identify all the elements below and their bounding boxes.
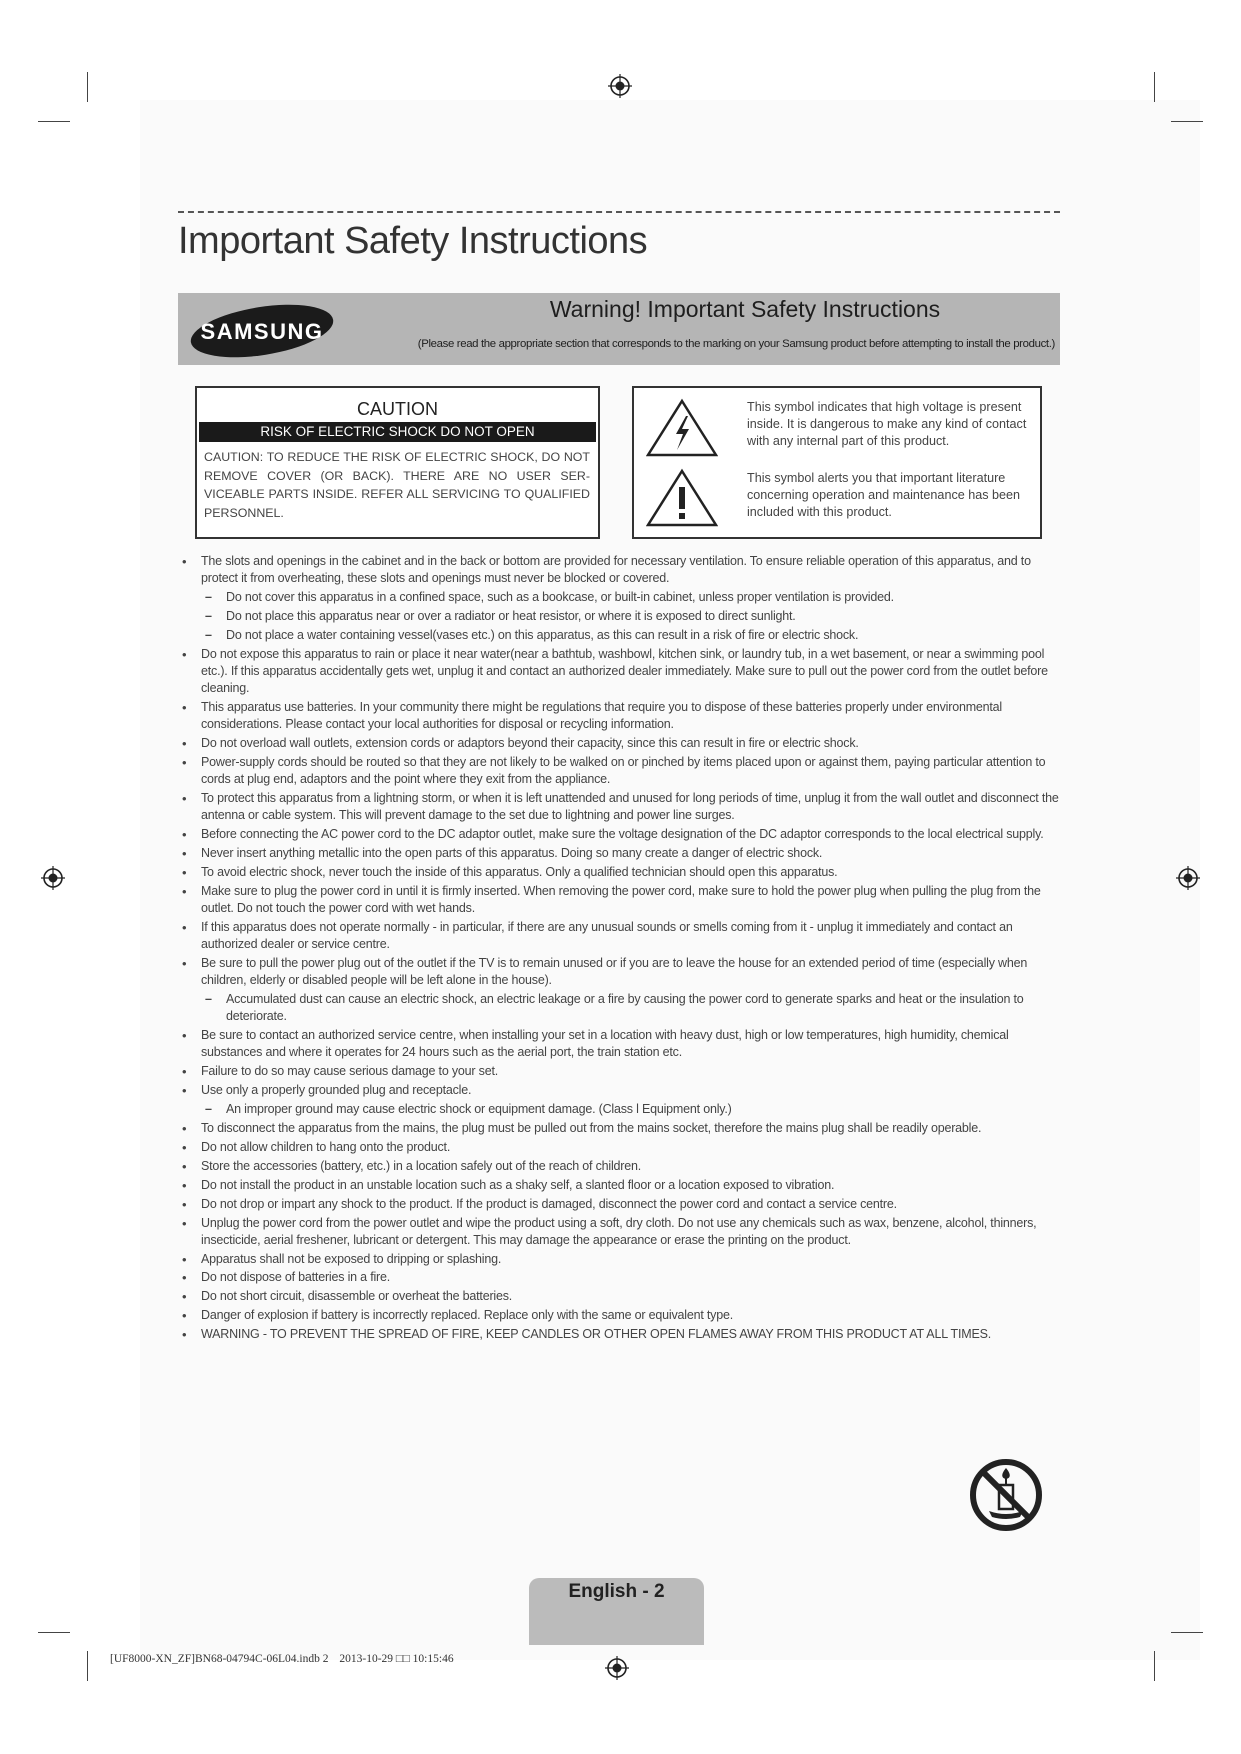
instruction-sub-item: – Do not cover this apparatus in a confined space, such as a bookcase, or built-in cabinet, unless proper ventilation is provided.	[178, 589, 1063, 606]
alert-symbol-text: This symbol alerts you that important literature concerning operation and maintenance has been included with this product.	[747, 471, 1021, 519]
symbol-explanation-box	[632, 386, 1042, 539]
caution-box	[195, 386, 600, 539]
crop-mark	[38, 1632, 70, 1633]
instruction-item: • Unplug the power cord from the power outlet and wipe the product using a soft, dry cloth. Do not use any chemicals such as wax, benzene, alcohol, thinners, insecticide, aerial freshener, lubricant or detergent. This may damage the appearance or erase the printing on the product.	[178, 1215, 1063, 1249]
caution-text: CAUTION: TO REDUCE THE RISK OF ELECTRIC SHOCK, DO NOT REMOVE COVER (OR BACK). THERE ARE NO USER SER-VICEABLE PARTS INSIDE. REFER ALL SERVICING TO QUALIFIED PERSONNEL.	[204, 450, 590, 520]
page-title: Important Safety Instructions	[178, 220, 648, 262]
instruction-item: • Failure to do so may cause serious damage to your set.	[178, 1063, 1063, 1080]
instruction-item: • Do not drop or impart any shock to the product. If the product is damaged, disconnect the power cord and contact a service centre.	[178, 1196, 1063, 1213]
high-voltage-warning-icon	[646, 398, 718, 458]
registration-mark-icon	[41, 866, 65, 890]
crop-mark	[87, 1651, 88, 1681]
instruction-item: • Do not short circuit, disassemble or overheat the batteries.	[178, 1288, 1063, 1305]
no-open-flame-icon	[968, 1457, 1044, 1533]
instruction-sub-item: – Accumulated dust can cause an electric shock, an electric leakage or a fire by causing the power cord to generate sparks and heat or the insulation to deteriorate.	[178, 991, 1063, 1025]
instruction-item: • Do not expose this apparatus to rain or place it near water(near a bathtub, washbowl, kitchen sink, or laundry tub, in a wet basement, or near a swimming pool etc.). If this apparatus accidentally gets wet, unplug it and contact an authorized dealer immediately. Make sure to pull out the power cord from the outlet before cleaning.	[178, 646, 1063, 698]
footer-file-info	[110, 1653, 454, 1665]
crop-mark	[1171, 1632, 1203, 1633]
crop-mark	[1154, 1651, 1155, 1681]
instruction-item: • Do not dispose of batteries in a fire.	[178, 1269, 1063, 1286]
instruction-item: • Apparatus shall not be exposed to dripping or splashing.	[178, 1251, 1063, 1268]
voltage-symbol-text: This symbol indicates that high voltage is present inside. It is dangerous to make any kind of contact with any internal part of this product.	[747, 400, 1027, 448]
instruction-item: • Do not allow children to hang onto the product.	[178, 1139, 1063, 1156]
instruction-item: • Be sure to contact an authorized service centre, when installing your set in a location with heavy dust, high or low temperatures, high humidity, chemical substances and where it operates for 24 hours such as the aerial port, the train station etc.	[178, 1027, 1063, 1061]
instruction-item: • Before connecting the AC power cord to the DC adaptor outlet, make sure the voltage designation of the DC adaptor corresponds to the local electrical supply.	[178, 826, 1063, 843]
instruction-item: • Never insert anything metallic into the open parts of this apparatus. Doing so many create a danger of electric shock.	[178, 845, 1063, 862]
instruction-item: • Danger of explosion if battery is incorrectly replaced. Replace only with the same or equivalent type.	[178, 1307, 1063, 1324]
instruction-list	[178, 553, 1063, 1345]
instruction-item: • To disconnect the apparatus from the mains, the plug must be pulled out from the mains socket, therefore the mains plug shall be readily operable.	[178, 1120, 1063, 1137]
caution-subtitle: RISK OF ELECTRIC SHOCK DO NOT OPEN	[199, 422, 596, 442]
exclamation-warning-icon	[646, 468, 718, 528]
banner-title: Warning! Important Safety Instructions	[549, 296, 941, 322]
instruction-item: • This apparatus use batteries. In your community there might be regulations that require you to dispose of these batteries properly under environmental considerations. Please contact your local authorities for disposal or recycling information.	[178, 699, 1063, 733]
instruction-sub-item: – Do not place this apparatus near or over a radiator or heat resistor, or where it is exposed to direct sunlight.	[178, 608, 1063, 625]
caution-title: CAUTION	[357, 399, 438, 419]
instruction-item: • Use only a properly grounded plug and receptacle.	[178, 1082, 1063, 1099]
instruction-item: • To avoid electric shock, never touch the inside of this apparatus. Only a qualified technician should open this apparatus.	[178, 864, 1063, 881]
instruction-item: • Store the accessories (battery, etc.) in a location safely out of the reach of children.	[178, 1158, 1063, 1175]
registration-mark-icon	[605, 1656, 629, 1680]
samsung-logo	[188, 301, 336, 361]
page-number-tab	[529, 1578, 704, 1645]
footer-file-name: [UF8000-XN_ZF]BN68-04794C-06L04.indb 2	[110, 1653, 329, 1665]
instruction-item: • Be sure to pull the power plug out of the outlet if the TV is to remain unused or if you are to leave the house for an extended period of time (especially when children, elderly or disabled people will be left alone in the house).	[178, 955, 1063, 989]
warning-banner	[178, 293, 1060, 365]
crop-mark	[1154, 72, 1155, 102]
crop-mark	[38, 121, 70, 122]
instruction-item: • Do not overload wall outlets, extension cords or adaptors beyond their capacity, since this can result in fire or electric shock.	[178, 735, 1063, 752]
registration-mark-icon	[1176, 866, 1200, 890]
instruction-sub-item: – An improper ground may cause electric shock or equipment damage. (Class l Equipment only.)	[178, 1101, 1063, 1118]
instruction-item: • The slots and openings in the cabinet and in the back or bottom are provided for necessary ventilation. To ensure reliable operation of this apparatus, and to protect it from overheating, these slots and openings must never be blocked or covered.	[178, 553, 1063, 587]
footer-datetime: 2013-10-29 □□ 10:15:46	[339, 1653, 454, 1665]
banner-subtitle: (Please read the appropriate section that corresponds to the marking on your Samsung product before attempting to install the product.)	[417, 338, 1055, 350]
registration-mark-icon	[608, 74, 632, 98]
page-number-label: English - 2	[568, 1581, 665, 1602]
instruction-item: • WARNING - TO PREVENT THE SPREAD OF FIRE, KEEP CANDLES OR OTHER OPEN FLAMES AWAY FROM THIS PRODUCT AT ALL TIMES.	[178, 1326, 1063, 1343]
instruction-sub-item: – Do not place a water containing vessel(vases etc.) on this apparatus, as this can result in a risk of fire or electric shock.	[178, 627, 1063, 644]
title-divider	[178, 211, 1060, 213]
instruction-item: • Make sure to plug the power cord in until it is firmly inserted. When removing the power cord, make sure to hold the power plug when pulling the plug from the outlet. Do not touch the power cord with wet hands.	[178, 883, 1063, 917]
instruction-item: • To protect this apparatus from a lightning storm, or when it is left unattended and unused for long periods of time, unplug it from the wall outlet and disconnect the antenna or cable system. This will prevent damage to the set due to lightning and power line surges.	[178, 790, 1063, 824]
instruction-item: • Do not install the product in an unstable location such as a shaky self, a slanted floor or a location exposed to vibration.	[178, 1177, 1063, 1194]
svg-text:SAMSUNG: SAMSUNG	[200, 319, 324, 344]
crop-mark	[1171, 121, 1203, 122]
crop-mark	[87, 72, 88, 102]
instruction-item: • Power-supply cords should be routed so that they are not likely to be walked on or pinched by items placed upon or against them, paying particular attention to cords at plug end, adaptors and the point where they exit from the appliance.	[178, 754, 1063, 788]
instruction-item: • If this apparatus does not operate normally - in particular, if there are any unusual sounds or smells coming from it - unplug it immediately and contact an authorized dealer or service centre.	[178, 919, 1063, 953]
